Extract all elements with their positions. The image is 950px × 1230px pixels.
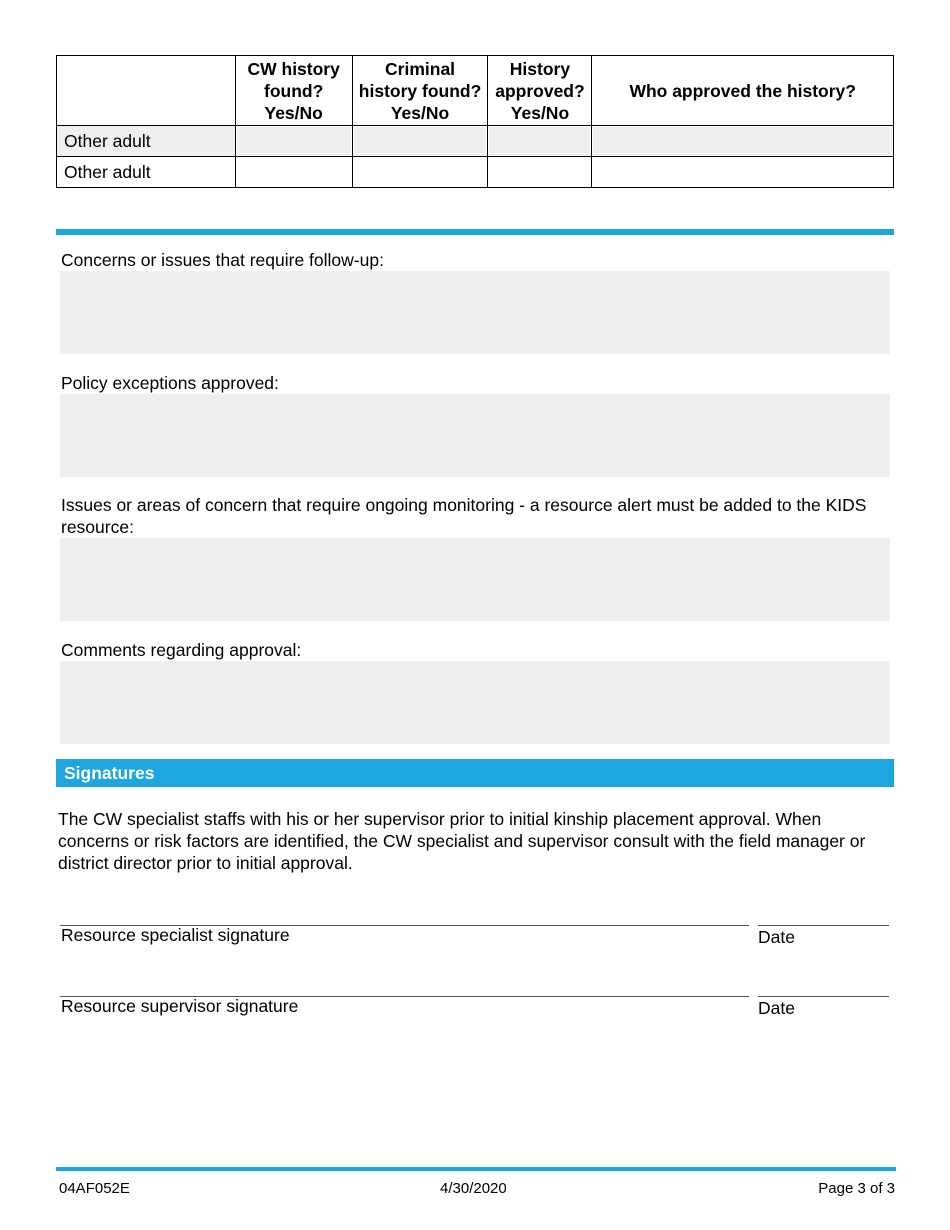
concerns-label: Concerns or issues that require follow-up: xyxy=(61,250,384,270)
criminal-history-input[interactable] xyxy=(352,157,488,188)
monitoring-label: Issues or areas of concern that require ongoing monitoring - a resource alert must be added to the KIDS resource: xyxy=(61,495,867,537)
history-table xyxy=(56,55,894,188)
header-history-approved: History approved? Yes/No xyxy=(488,56,592,126)
header-blank xyxy=(57,56,236,126)
supervisor-signature-label: Resource supervisor signature xyxy=(61,996,299,1016)
supervisor-date-label: Date xyxy=(758,998,795,1018)
cw-history-input[interactable] xyxy=(235,126,352,157)
policy-exceptions-field[interactable] xyxy=(60,394,890,477)
concerns-field[interactable] xyxy=(60,271,890,354)
specialist-date-label: Date xyxy=(758,927,795,947)
comments-label: Comments regarding approval: xyxy=(61,640,302,660)
signatures-instructions: The CW specialist staffs with his or her supervisor prior to initial kinship placement approval. When concerns or risk factors are identified, the CW specialist and supervisor consult with the field manager or district director prior to initial approval. xyxy=(58,809,866,873)
cw-history-input[interactable] xyxy=(235,157,352,188)
specialist-signature-label: Resource specialist signature xyxy=(61,925,290,945)
row-label: Other adult xyxy=(57,157,236,188)
header-criminal-history: Criminal history found? Yes/No xyxy=(352,56,488,126)
form-date: 4/30/2020 xyxy=(440,1180,507,1197)
signatures-header: Signatures xyxy=(56,759,894,787)
who-approved-input[interactable] xyxy=(592,126,894,157)
section-divider xyxy=(56,229,894,235)
comments-field[interactable] xyxy=(60,661,890,744)
footer-divider xyxy=(56,1167,896,1171)
who-approved-input[interactable] xyxy=(592,157,894,188)
policy-exceptions-label: Policy exceptions approved: xyxy=(61,373,279,393)
header-cw-history: CW history found? Yes/No xyxy=(235,56,352,126)
monitoring-field[interactable] xyxy=(60,538,890,621)
table-header-row xyxy=(57,56,894,126)
table-row xyxy=(57,126,894,157)
table-row xyxy=(57,157,894,188)
header-who-approved: Who approved the history? xyxy=(592,56,894,126)
row-label: Other adult xyxy=(57,126,236,157)
form-number: 04AF052E xyxy=(59,1180,130,1197)
history-approved-input[interactable] xyxy=(488,157,592,188)
page-number: Page 3 of 3 xyxy=(818,1180,895,1197)
history-approved-input[interactable] xyxy=(488,126,592,157)
criminal-history-input[interactable] xyxy=(352,126,488,157)
